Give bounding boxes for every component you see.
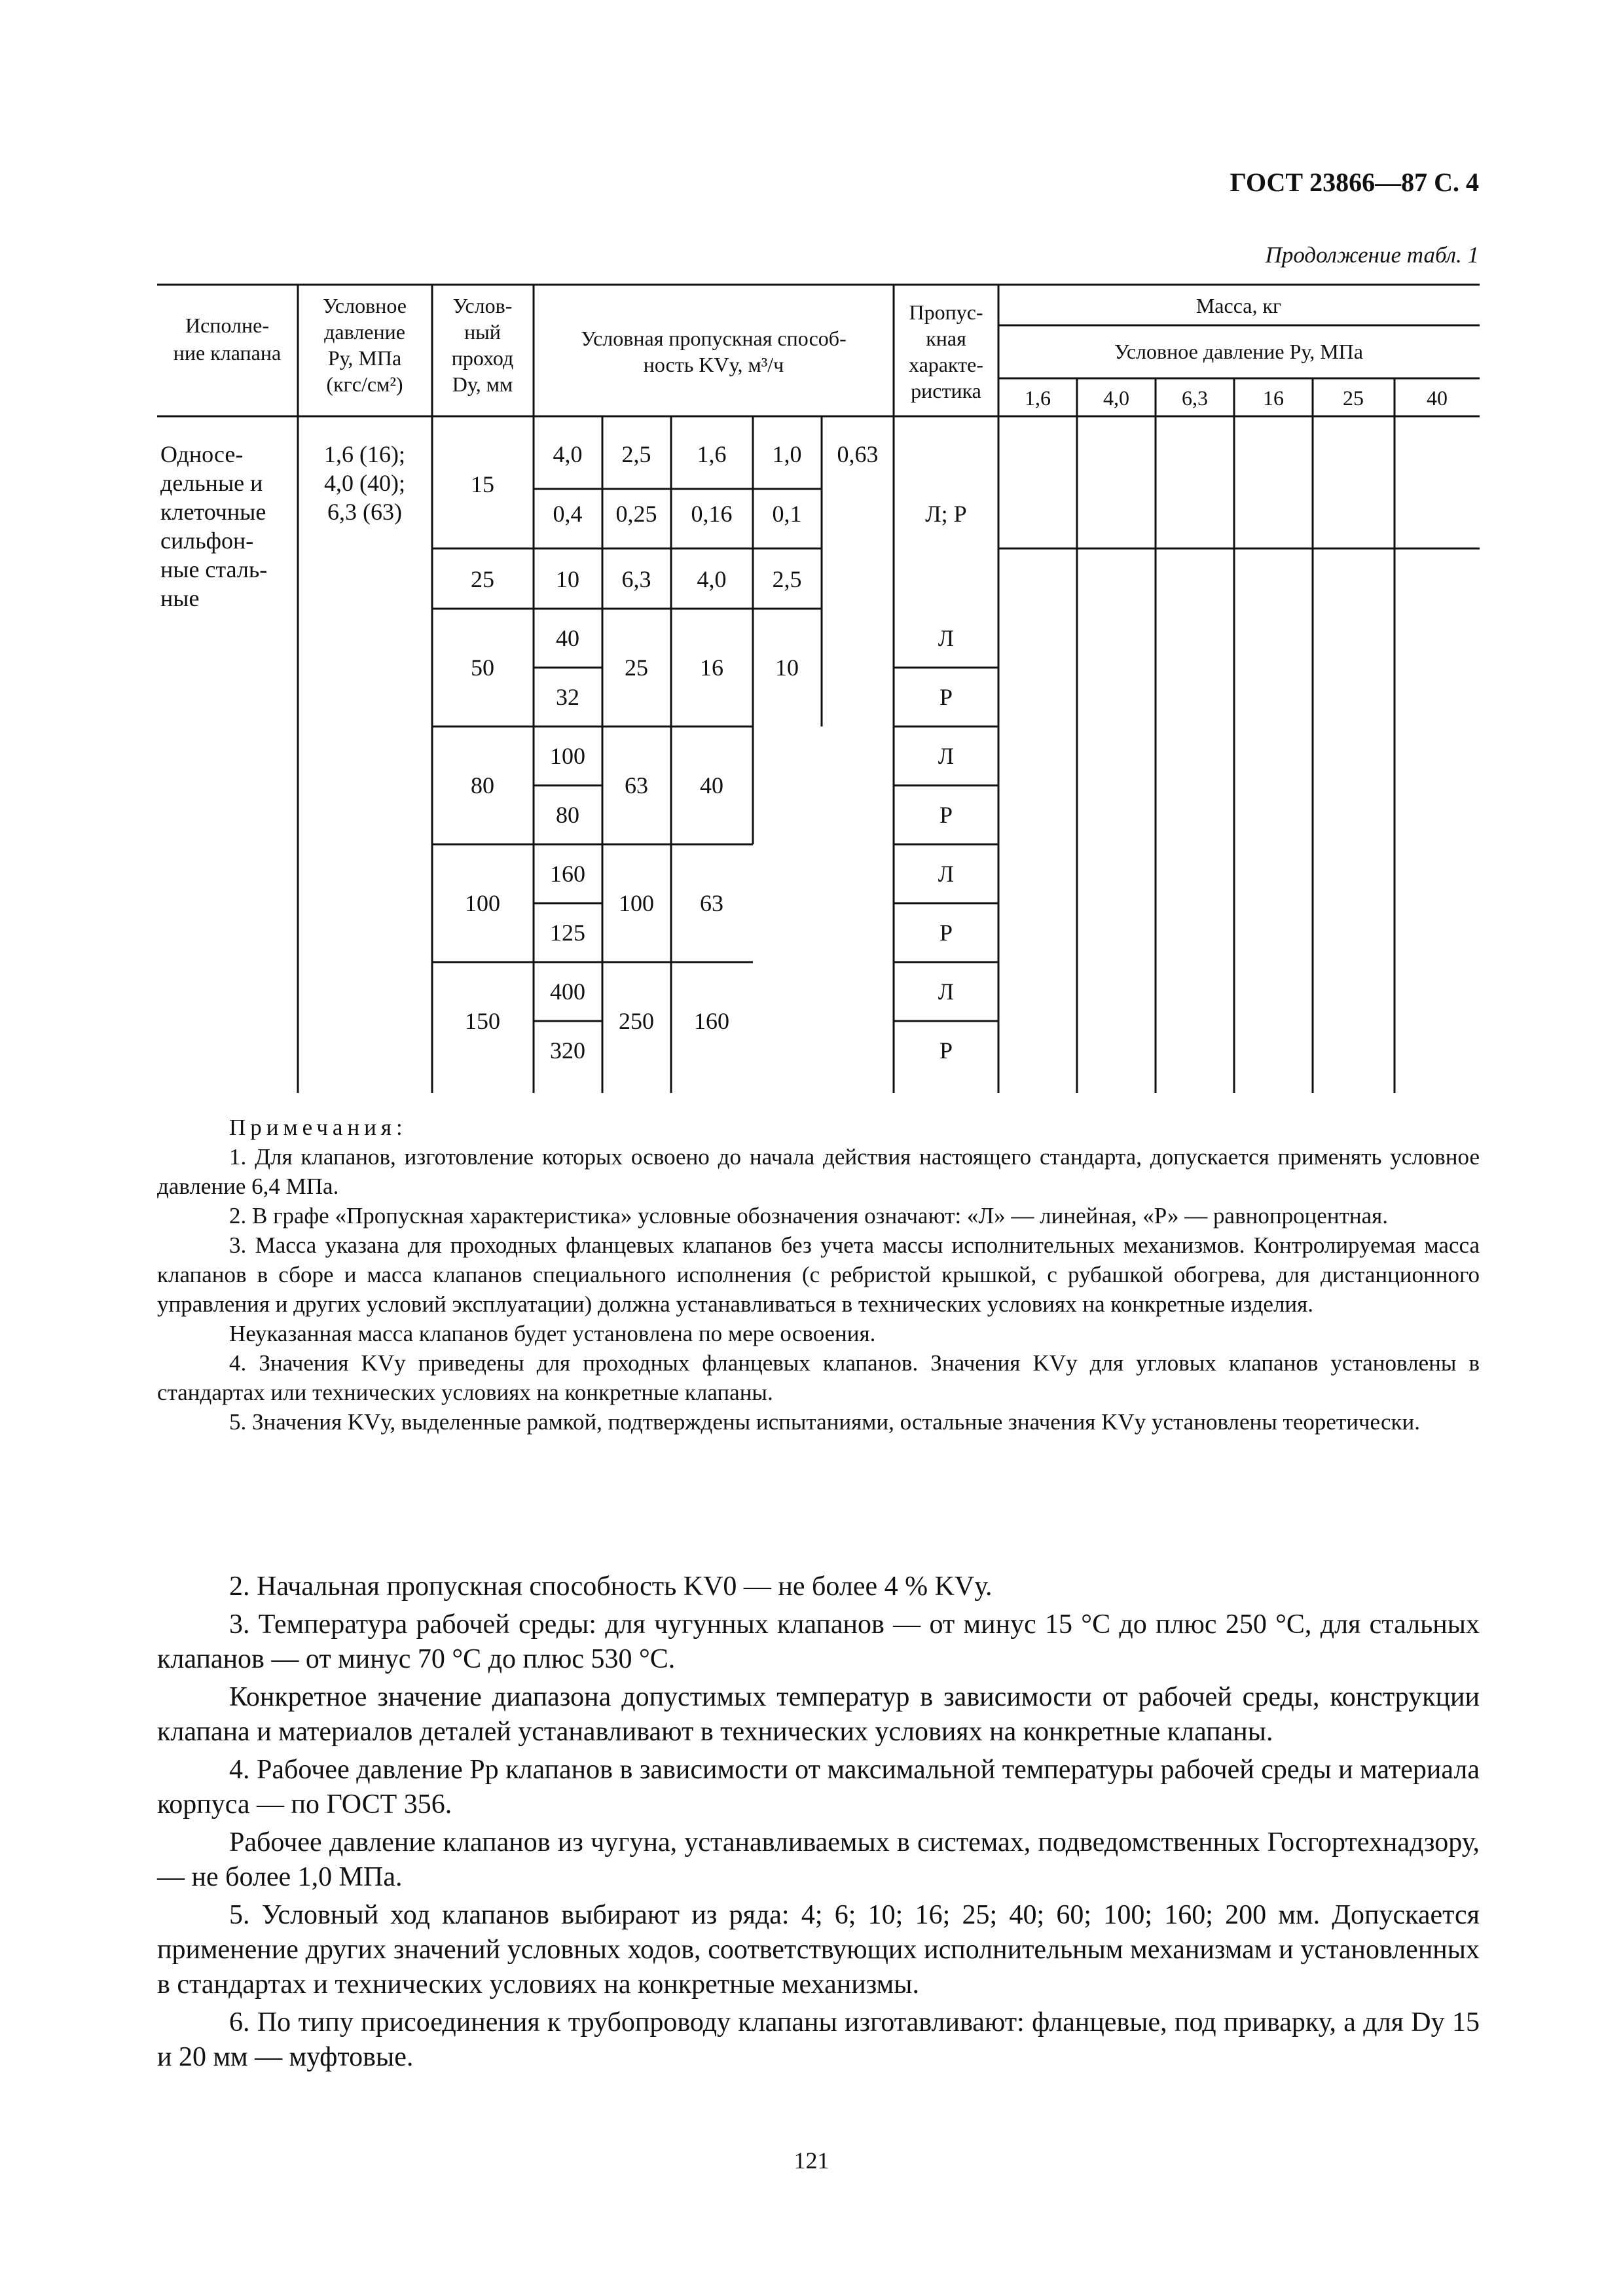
mass-col-2: 4,0 — [1103, 386, 1129, 410]
paragraph-4b: Рабочее давление клапанов из чугуна, устанавливаемых в системах, подведомственных Госгортехнадзору, — не более 1,0 МПа. — [157, 1827, 1480, 1892]
table-caption: Продолжение табл. 1 — [1265, 242, 1479, 268]
execution-l2: дельные и — [160, 470, 263, 496]
kv-cell: 40 — [556, 625, 579, 651]
note-4: 4. Значения KVу приведены для проходных фланцевых клапанов. Значения KVу для угловых клапанов установлены в стандартах или технических условиях на конкретные клапаны. — [157, 1350, 1480, 1405]
dn-80: 80 — [471, 772, 494, 798]
note-1: 1. Для клапанов, изготовление которых освоено до начала действия настоящего стандарта, допускается применять условное давление 6,4 МПа. — [157, 1144, 1480, 1199]
execution-l5: ные сталь- — [160, 556, 268, 583]
execution-l4: сильфон- — [160, 528, 254, 554]
dn-100: 100 — [465, 890, 500, 916]
mass-col-4: 16 — [1263, 386, 1284, 410]
mass-col-3: 6,3 — [1182, 386, 1208, 410]
header-execution-l2: ние клапана — [173, 341, 282, 365]
header-mass: Масса, кг — [1195, 294, 1282, 317]
header-dn-l1: Услов- — [452, 294, 513, 317]
kv-cell: 4,0 — [697, 566, 727, 592]
header-dn-l2: ный — [464, 320, 501, 344]
kv-cell: 1,6 — [697, 441, 727, 467]
kv-cell: 2,5 — [772, 566, 802, 592]
char-cell: Л — [938, 861, 955, 887]
char-cell: Л; Р — [925, 501, 967, 527]
kv-cell: 16 — [700, 655, 723, 681]
header-char-l2: кная — [926, 327, 966, 350]
pressure-l1: 1,6 (16); — [324, 441, 405, 467]
kv-cell: 100 — [619, 890, 654, 916]
page-number: 121 — [793, 2147, 830, 2174]
char-cell: Р — [939, 1037, 953, 1064]
kv-cell: 63 — [625, 772, 648, 798]
document-header: ГОСТ 23866—87 С. 4 — [1230, 168, 1479, 197]
note-3b: Неуказанная масса клапанов будет установлена по мере освоения. — [229, 1321, 876, 1346]
kv-cell: 25 — [625, 655, 648, 681]
execution-l6: ные — [160, 585, 200, 611]
kv-cell: 160 — [694, 1008, 729, 1034]
header-execution-l1: Исполне- — [185, 314, 269, 337]
kv-cell: 10 — [556, 566, 579, 592]
mass-col-6: 40 — [1427, 386, 1448, 410]
char-cell: Р — [939, 802, 953, 828]
paragraph-6: 6. По типу присоединения к трубопроводу клапаны изготавливают: фланцевые, под приварку, а для Dу 15 и 20 мм — муфтовые. — [157, 2007, 1480, 2072]
dn-15: 15 — [471, 471, 494, 497]
dn-150: 150 — [465, 1008, 500, 1034]
kv-cell: 1,0 — [772, 441, 802, 467]
execution-l3: клеточные — [160, 499, 266, 525]
execution-l1: Односе- — [160, 441, 244, 467]
kv-cell: 6,3 — [621, 566, 651, 592]
header-pressure-l2: давление — [324, 320, 405, 344]
header-dn-l4: Dу, мм — [452, 372, 513, 396]
header-char-l4: ристика — [911, 379, 981, 403]
kv-cell: 400 — [550, 978, 585, 1005]
char-cell: Р — [939, 684, 953, 710]
pressure-l3: 6,3 (63) — [327, 499, 402, 525]
kv-cell: 100 — [550, 743, 585, 769]
kv-cell: 63 — [700, 890, 723, 916]
header-char-l1: Пропус- — [909, 300, 983, 324]
kv-cell: 40 — [700, 772, 723, 798]
header-pressure-l3: Pу, МПа — [327, 346, 402, 370]
notes-title: Примечания: — [229, 1115, 407, 1140]
note-5: 5. Значения KVу, выделенные рамкой, подтверждены испытаниями, остальные значения KVу установлены теоретически. — [229, 1409, 1420, 1435]
kv-cell: 250 — [619, 1008, 654, 1034]
mass-col-5: 25 — [1343, 386, 1364, 410]
kv-cell: 32 — [556, 684, 579, 710]
kv-cell: 0,4 — [553, 501, 583, 527]
paragraph-2: 2. Начальная пропускная способность KV0 — не более 4 % KVу. — [229, 1571, 993, 1602]
char-cell: Л — [938, 743, 955, 769]
char-cell: Л — [938, 625, 955, 651]
paragraph-5: 5. Условный ход клапанов выбирают из ряда: 4; 6; 10; 16; 25; 40; 60; 100; 160; 200 мм. Допускается применение других значений условных ходов, соответствующих исполнительным механизмам и установленных в стандартах и технических условиях на конкретные механизмы. — [157, 1900, 1480, 2000]
kv-cell: 320 — [550, 1037, 585, 1064]
char-cell: Л — [938, 978, 955, 1005]
header-pressure-l4: (кгс/см²) — [326, 372, 403, 396]
note-3: 3. Масса указана для проходных фланцевых клапанов без учета массы исполнительных механизмов. Контролируемая масса клапанов в сборе и масса клапанов специального исполнения (с ребристой крышкой, с рубашкой обогрева, для дистанционного управления и других условий эксплуатации) должна устанавливаться в технических условиях на конкретные изделия. — [157, 1232, 1480, 1317]
header-kv-l1: Условная пропускная способ- — [581, 327, 847, 350]
dn-25: 25 — [471, 566, 494, 592]
header-dn-l3: проход — [451, 346, 514, 370]
kv-cell: 0,16 — [691, 501, 733, 527]
note-2: 2. В графе «Пропускная характеристика» условные обозначения означают: «Л» — линейная, «Р» — равнопроцентная. — [229, 1203, 1388, 1229]
notes-section — [157, 1113, 1480, 1437]
mass-col-1: 1,6 — [1025, 386, 1051, 410]
header-mass-sub: Условное давление Pу, МПа — [1114, 340, 1363, 363]
dn-50: 50 — [471, 655, 494, 681]
kv-cell: 10 — [775, 655, 799, 681]
paragraph-3: 3. Температура рабочей среды: для чугунных клапанов — от минус 15 °С до плюс 250 °С, для стальных клапанов — от минус 70 °С до плюс 530 °С. — [157, 1609, 1480, 1674]
header-char-l3: характе- — [909, 353, 983, 376]
header-kv-l2: ность KVу, м³/ч — [643, 353, 784, 376]
pressure-l2: 4,0 (40); — [324, 470, 405, 496]
kv-cell: 0,25 — [615, 501, 657, 527]
paragraph-3b: Конкретное значение диапазона допустимых температур в зависимости от рабочей среды, конструкции клапана и материалов деталей устанавливают в технических условиях на конкретные клапаны. — [157, 1682, 1480, 1747]
kv-cell: 0,63 — [837, 441, 879, 467]
kv-cell: 4,0 — [553, 441, 583, 467]
kv-cell: 80 — [556, 802, 579, 828]
char-cell: Р — [939, 920, 953, 946]
specification-table — [0, 0, 1623, 1113]
header-pressure-l1: Условное — [323, 294, 407, 317]
kv-cell: 0,1 — [772, 501, 802, 527]
paragraph-4: 4. Рабочее давление Pр клапанов в зависимости от максимальной температуры рабочей среды и материала корпуса — по ГОСТ 356. — [157, 1755, 1480, 1820]
kv-cell: 2,5 — [621, 441, 651, 467]
body-text — [157, 1570, 1480, 2078]
kv-cell: 125 — [550, 920, 585, 946]
kv-cell: 160 — [550, 861, 585, 887]
